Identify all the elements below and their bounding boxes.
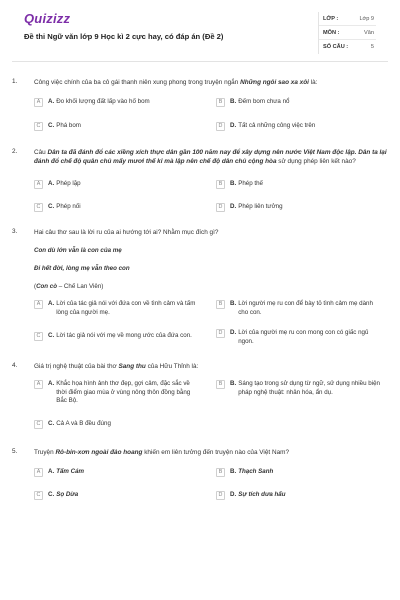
option-letter-box: D — [216, 203, 225, 212]
option-key: C. — [48, 203, 55, 210]
option-text: Phép thế — [238, 180, 263, 187]
question-number: 1. — [12, 78, 18, 85]
option-c[interactable] — [34, 122, 194, 131]
meta-key: SỐ CÂU : — [323, 44, 349, 50]
option-letter-box: D — [216, 491, 225, 500]
question-text — [34, 362, 388, 371]
option-c[interactable] — [34, 203, 194, 212]
question-text-emphasis: Những ngôi sao xa xôi — [240, 79, 309, 86]
question-text-part: khiến em liên tưởng đến truyện nào của Việt Nam? — [142, 449, 289, 456]
option-key: C. — [48, 122, 55, 129]
question-text-part: Giá trị nghệ thuật của bài thơ — [34, 363, 119, 370]
question-number: 5. — [12, 448, 18, 455]
question-text-part: là: — [308, 79, 318, 86]
option-d[interactable] — [216, 329, 378, 346]
worksheet-header — [12, 0, 388, 62]
option-a[interactable] — [34, 180, 194, 189]
option-letter-box: C — [34, 332, 43, 341]
option-key: C. — [48, 491, 55, 498]
question-number: 4. — [12, 362, 18, 369]
question-text-part: sử dụng phép liên kết nào? — [276, 158, 356, 165]
question-number: 3. — [12, 228, 18, 235]
option-letter-box: B — [216, 98, 225, 107]
quizizz-logo: Quizizz — [24, 11, 71, 26]
option-letter-box: C — [34, 491, 43, 500]
option-key: B. — [230, 380, 237, 387]
option-b[interactable] — [216, 468, 376, 477]
option-letter-box: C — [34, 203, 43, 212]
source-part: ( — [34, 283, 37, 290]
meta-row-count — [319, 40, 376, 54]
option-text: Tất cả những công việc trên — [238, 122, 316, 129]
meta-value: Văn — [364, 29, 374, 36]
option-c[interactable] — [34, 332, 202, 341]
option-b[interactable] — [216, 98, 376, 107]
question-text-part: Câu — [34, 149, 48, 156]
option-letter-box: B — [216, 468, 225, 477]
option-key: B. — [230, 98, 237, 105]
option-text: Lời của tác giả nói với đứa con về tình cảm và tấm lòng của người mẹ. — [56, 300, 196, 316]
question-4 — [12, 362, 388, 436]
question-text-emphasis: Dân ta đã đánh đổ các xiềng xích thực dân gần 100 năm nay để xây dựng nên nước Việt Nam độc lập. Dân ta lại đánh đổ chế độ quân chủ mấy mươi thế kỉ mà lập nên chế độ dân chủ cộng hòa — [34, 149, 387, 165]
option-b[interactable] — [216, 300, 378, 317]
option-text: Phép nối — [56, 203, 81, 210]
option-letter-box: D — [216, 122, 225, 131]
option-text: Sự tích dưa hấu — [238, 491, 286, 498]
option-text: Cả A và B đều đúng — [56, 420, 111, 427]
option-letter-box: C — [34, 122, 43, 131]
question-text-emphasis: Sang thu — [118, 363, 146, 370]
option-text: Sáng tạo trong sử dụng từ ngữ, sử dụng nhiều biện pháp nghệ thuật: nhân hóa, ẩn dụ. — [238, 380, 380, 396]
option-key: B. — [230, 300, 237, 307]
option-letter-box: A — [34, 380, 43, 389]
option-a[interactable] — [34, 468, 194, 477]
question-text — [34, 148, 388, 166]
option-text: Phép lặp — [56, 180, 81, 187]
option-a[interactable] — [34, 380, 200, 406]
meta-row-grade — [319, 12, 376, 26]
option-text: Lời của người mẹ ru con mong con có giấc ngủ ngon. — [238, 329, 369, 345]
option-text: Phá bom — [56, 122, 81, 129]
option-key: D. — [230, 122, 237, 129]
meta-row-subject — [319, 26, 376, 40]
question-text-part: Công việc chính của ba cô gái thanh niên xung phong trong truyện ngắn — [34, 79, 241, 86]
option-key: D. — [230, 329, 237, 336]
question-1 — [12, 78, 388, 138]
option-text: Đếm bom chưa nổ — [238, 98, 290, 105]
option-letter-box: C — [34, 420, 43, 429]
question-5 — [12, 448, 388, 508]
option-a[interactable] — [34, 300, 196, 317]
option-text: Tấm Cám — [56, 468, 85, 475]
option-text: Đo khối lượng đất lấp vào hố bom — [56, 98, 150, 105]
option-text: Phép liên tưởng — [238, 203, 283, 210]
question-text: Hai câu thơ sau là lời ru của ai hướng tới ai? Nhằm mục đích gì? — [34, 229, 219, 236]
poem-line-2: Đi hết đời, lòng mẹ vẫn theo con — [34, 265, 130, 272]
option-d[interactable] — [216, 491, 376, 500]
option-key: A. — [48, 300, 55, 307]
option-letter-box: A — [34, 98, 43, 107]
option-text: Lời tác giả nói với mẹ về mong ước của đứa con. — [56, 332, 192, 339]
option-key: D. — [230, 491, 237, 498]
option-d[interactable] — [216, 122, 376, 131]
option-key: C. — [48, 420, 55, 427]
question-text-part: của Hữu Thỉnh là: — [145, 363, 199, 370]
source-part: – Chế Lan Viên) — [57, 283, 104, 290]
option-d[interactable] — [216, 203, 376, 212]
meta-table — [318, 12, 376, 54]
option-key: C. — [48, 332, 55, 339]
option-letter-box: A — [34, 468, 43, 477]
poem-line-1: Con dù lớn vẫn là con của mẹ — [34, 247, 122, 254]
option-letter-box: B — [216, 380, 225, 389]
option-a[interactable] — [34, 98, 194, 107]
question-text-emphasis: Rô-bin-xơn ngoài đảo hoang — [55, 449, 143, 456]
option-c[interactable] — [34, 491, 194, 500]
page-title: Đề thi Ngữ văn lớp 9 Học kì 2 cực hay, có đáp án (Đề 2) — [24, 32, 224, 41]
option-letter-box: A — [34, 180, 43, 189]
option-letter-box: B — [216, 180, 225, 189]
question-text — [34, 448, 388, 457]
option-letter-box: D — [216, 329, 225, 338]
question-text — [34, 78, 388, 87]
option-key: A. — [48, 180, 55, 187]
option-text: Lời người mẹ ru con để bày tỏ tình cảm mẹ dành cho con. — [238, 300, 373, 316]
meta-key: MÔN : — [323, 29, 340, 36]
option-b[interactable] — [216, 180, 376, 189]
option-text: Sọ Dừa — [56, 491, 79, 498]
question-3 — [12, 228, 388, 350]
option-b[interactable] — [216, 380, 382, 397]
option-key: B. — [230, 468, 237, 475]
option-text: Khắc họa hình ảnh thơ đẹp, gợi cảm, đặc sắc về thời điểm giao mùa ở vùng nông thôn đồng bằng Bắc Bộ. — [56, 380, 191, 404]
option-key: A. — [48, 380, 55, 387]
meta-key: LỚP : — [323, 15, 339, 22]
question-2 — [12, 148, 388, 218]
option-key: A. — [48, 468, 55, 475]
meta-value: Lớp 9 — [359, 15, 374, 22]
option-text: Thạch Sanh — [238, 468, 274, 475]
meta-value: 5 — [370, 44, 374, 50]
option-c[interactable] — [34, 420, 194, 429]
option-key: A. — [48, 98, 55, 105]
option-letter-box: B — [216, 300, 225, 309]
option-key: D. — [230, 203, 237, 210]
option-key: B. — [230, 180, 237, 187]
question-number: 2. — [12, 148, 18, 155]
source-work-title: Con cò — [36, 283, 58, 290]
question-text-part: Truyện — [34, 449, 56, 456]
option-letter-box: A — [34, 300, 43, 309]
poem-source — [34, 282, 103, 291]
